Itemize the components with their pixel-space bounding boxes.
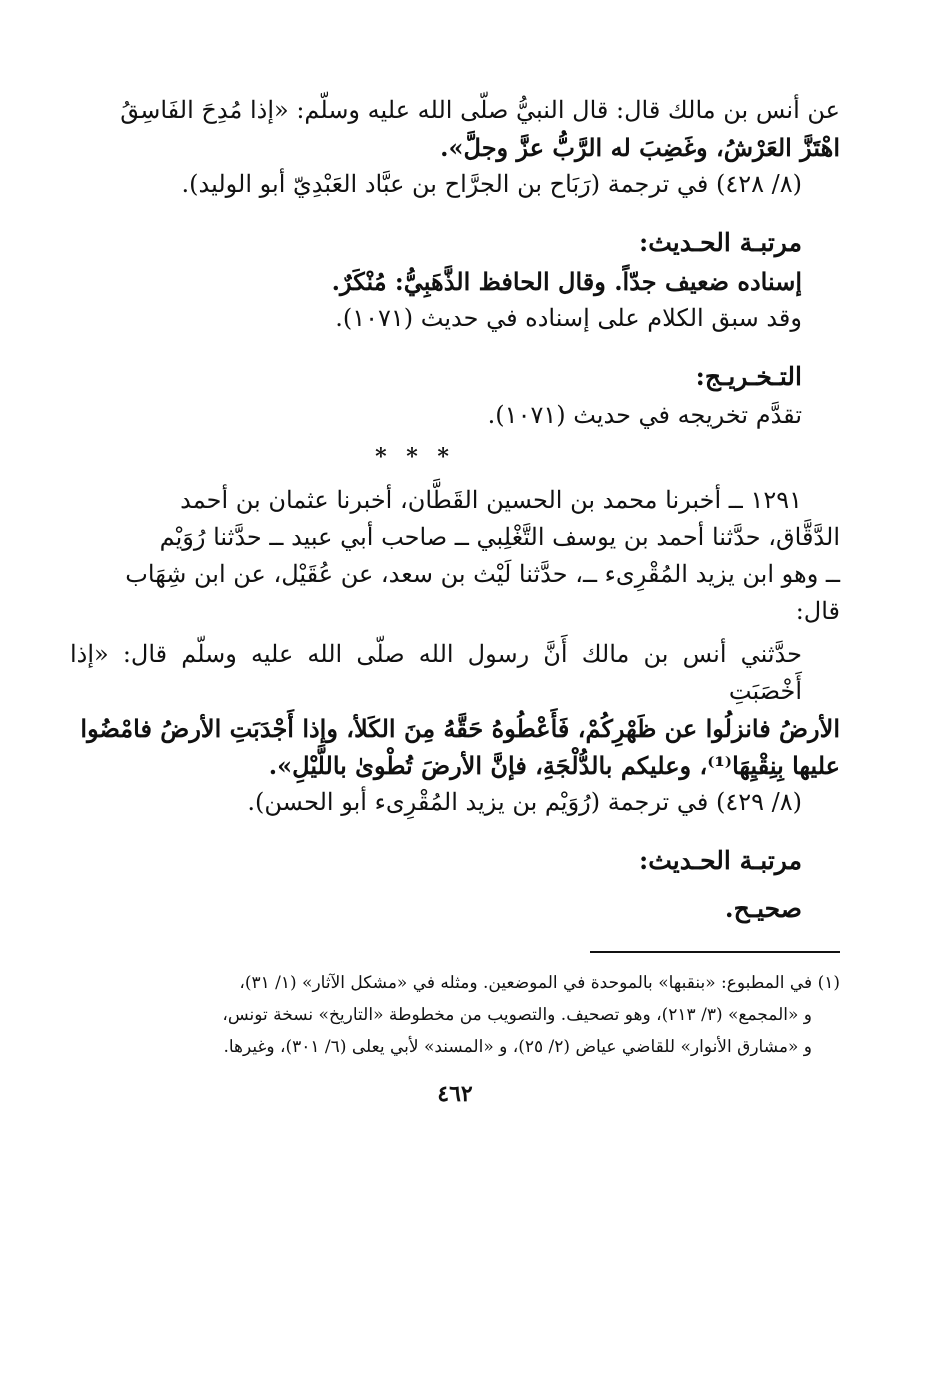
text-line: عن أنس بن مالك قال: قال النبيُّ صلّى الله عليه وسلّم: «إذا مُدِحَ الفَاسِقُ <box>120 96 840 124</box>
source-reference: (٨/ ٤٢٩) في ترجمة (رُوَيْم بن يزيد المُقْرِىء أبو الحسن). <box>247 788 802 816</box>
isnad-line: ــ وهو ابن يزيد المُقْرِىء ــ، حدَّثنا لَيْث بن سعد، عن عُقَيْل، عن ابن شِهَاب <box>125 560 840 588</box>
footnote-line: و «المجمع» (٣/ ٢١٣)، وهو تصحيف. والتصويب من مخطوطة «التاريخ» نسخة تونس، <box>222 1005 812 1025</box>
footnote-line: و «مشارق الأنوار» للقاضي عياض (٢/ ٢٥)، و «المسند» لأبي يعلى (٦/ ٣٠١)، وغيرها. <box>223 1037 812 1057</box>
text-line: إسناده ضعيف جدّاً. وقال الحافظ الذَّهَبِيُّ: مُنْكَرٌ. <box>331 267 802 296</box>
page-number: ٤٦٢ <box>437 1081 473 1107</box>
page-body <box>70 92 840 1107</box>
isnad-line: الدَّقَّاق، حدَّثنا أحمد بن يوسف التَّغْلِبي ــ صاحب أبي عبيد ــ حدَّثنا رُوَيْم <box>159 523 840 551</box>
isnad-line: قال: <box>795 597 840 625</box>
hadith-1291 <box>70 482 840 821</box>
matn-line: حدَّثني أنس بن مالك أَنَّ رسول الله صلّى الله عليه وسلّم قال: «إذا أَخْصَبَتِ <box>70 640 802 705</box>
matn-line: الأرضُ فانزلُوا عن ظَهْرِكُمْ، فَأَعْطُوهُ حَقَّهُ مِنَ الكَلأ، وإذا أَجْدَبَتِ الأرضُ فامْضُوا <box>80 714 840 743</box>
hadith-end-text <box>70 92 840 203</box>
hadith-rank-section <box>70 841 840 929</box>
section-heading: مرتبـة الحـديث: <box>638 846 802 875</box>
hadith-rank-section <box>70 223 840 337</box>
footnote-divider <box>590 951 840 953</box>
footnote-line: (١) في المطبوع: «بنقبها» بالموحدة في الموضعين. ومثله في «مشكل الآثار» (١/ ٣١)، <box>239 973 840 993</box>
section-heading: التـخـريـج: <box>695 362 802 391</box>
isnad-line: ١٢٩١ ــ أخبرنا محمد بن الحسين القَطَّان، أخبرنا عثمان بن أحمد <box>180 486 802 514</box>
matn-line: عليها بِنِقْيِهَا⁽¹⁾، وعليكم بالدُّلْجَةِ، فإنَّ الأرضَ تُطْوىٰ باللَّيْلِ». <box>268 751 840 780</box>
section-heading: مرتبـة الحـديث: <box>638 228 802 257</box>
takhrij-section <box>70 357 840 434</box>
rank-verdict: صحيـح. <box>724 894 802 923</box>
text-line: تقدَّم تخريجه في حديث (١٠٧١). <box>487 401 802 429</box>
footnotes <box>70 967 840 1063</box>
text-line: اهْتَزَّ العَرْشُ، وغَضِبَ له الرَّبُّ عزَّ وجلَّ». <box>440 133 840 162</box>
text-line: وقد سبق الكلام على إسناده في حديث (١٠٧١). <box>335 304 802 332</box>
section-separator: * * * <box>375 444 455 470</box>
source-reference: (٨/ ٤٢٨) في ترجمة (رَبَاح بن الجرَّاح بن عبَّاد العَبْدِيّ أبو الوليد). <box>181 170 802 198</box>
